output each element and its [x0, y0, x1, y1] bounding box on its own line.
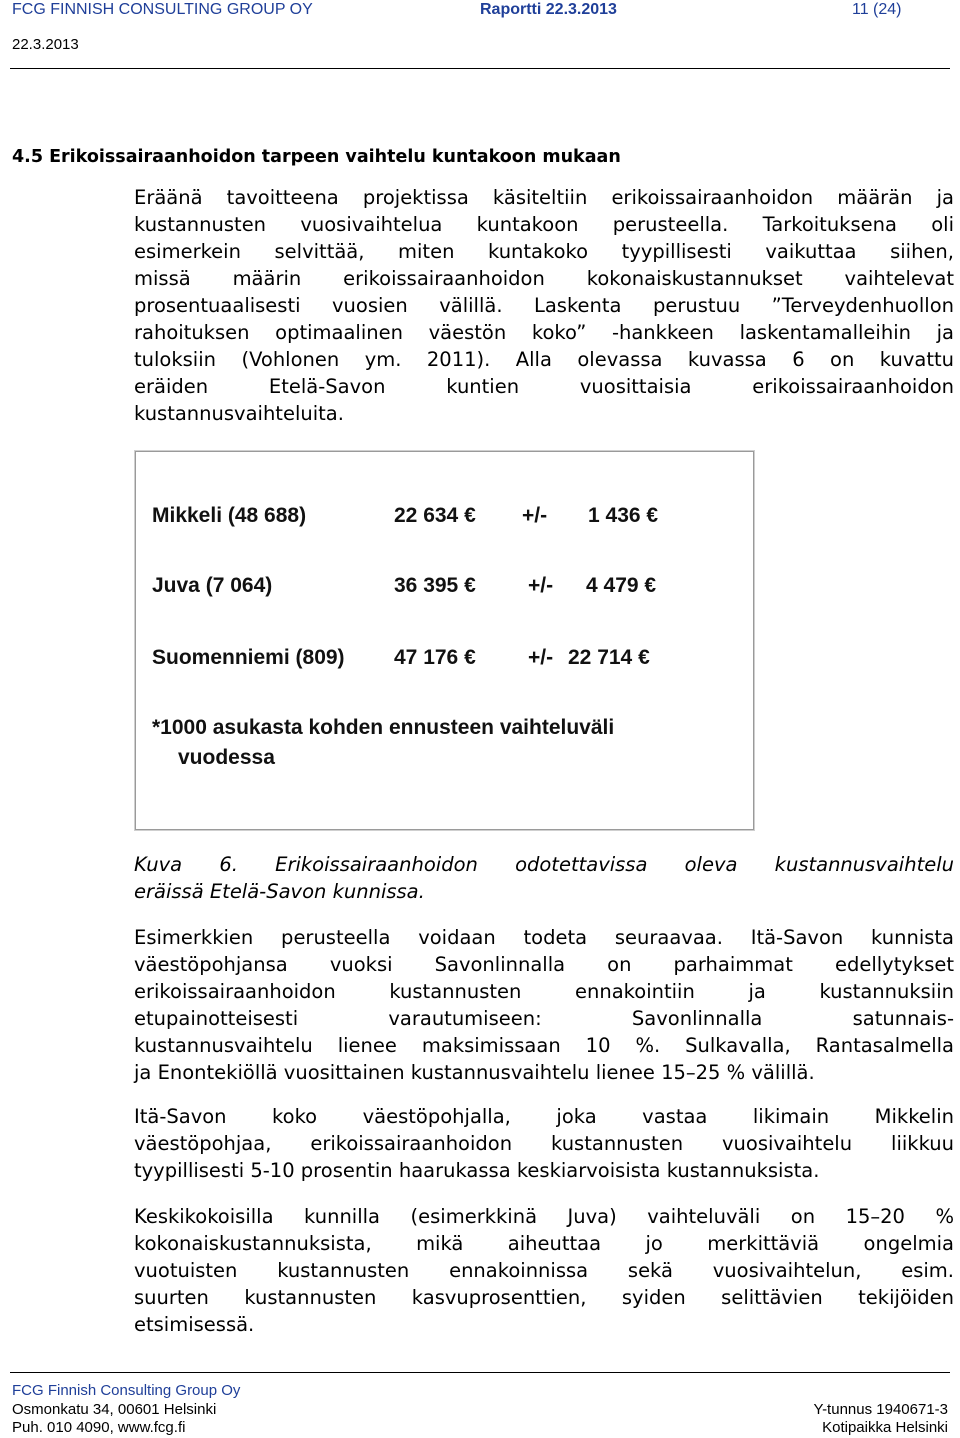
cost-value: 22 634 € — [394, 504, 476, 527]
text-line: rahoituksen optimaalinen väestön koko” -hankkeen laskentamalleihin ja — [134, 321, 954, 344]
text-line: vuotuisten kustannusten ennakoinnissa sekä vuosivaihtelun, esim. — [134, 1259, 954, 1282]
header-date: 22.3.2013 — [12, 36, 79, 53]
text-line: kokonaiskustannuksista, mikä aiheuttaa jo merkittäviä ongelmia — [134, 1232, 954, 1255]
text-line: prosentuaalisesti vuosien välillä. Laskenta perustuu ”Terveydenhuollon — [134, 294, 954, 317]
text-line: etsimisessä. — [134, 1313, 255, 1336]
figure-note: *1000 asukasta kohden ennusteen vaihteluväli — [152, 716, 615, 739]
caption-line: eräissä Etelä-Savon kunnissa. — [134, 880, 425, 903]
paragraph-4 — [134, 1203, 954, 1338]
header-rule — [10, 68, 950, 69]
variation-range: 4 479 € — [586, 574, 657, 597]
text-line: Keskikokoisilla kunnilla (esimerkkinä Juva) vaihteluväli on 15–20 % — [134, 1205, 954, 1228]
footer-phone-web: Puh. 010 4090, www.fcg.fi — [12, 1419, 186, 1436]
text-line: väestöpohjansa vuoksi Savonlinnalla on parhaimmat edellytykset — [134, 953, 954, 976]
cost-value: 47 176 € — [394, 646, 476, 669]
plus-minus: +/- — [522, 504, 548, 527]
cost-value: 36 395 € — [394, 574, 476, 597]
footer-company: FCG Finnish Consulting Group Oy — [12, 1382, 241, 1399]
text-line: väestöpohjaa, erikoissairaanhoidon kustannusten vuosivaihtelu liikkuu — [134, 1132, 954, 1155]
section-heading: 4.5 Erikoissairaanhoidon tarpeen vaihtelu kuntakoon mukaan — [12, 147, 621, 167]
text-line: Itä-Savon koko väestöpohjalla, joka vastaa likimain Mikkelin — [134, 1105, 954, 1128]
variation-range: 1 436 € — [588, 504, 659, 527]
paragraph-1 — [134, 184, 954, 427]
plus-minus: +/- — [528, 574, 554, 597]
text-line: ja Enontekiöllä vuosittainen kustannusvaihtelu lienee 15–25 % välillä. — [134, 1061, 815, 1084]
footer-address: Osmonkatu 34, 00601 Helsinki — [12, 1401, 217, 1418]
paragraph-3 — [134, 1103, 954, 1184]
text-line: suurten kustannusten kasvuprosenttien, syiden selittävien tekijöiden — [134, 1286, 954, 1309]
text-line: kustannusten vuosivaihtelua kuntakoon perusteella. Tarkoituksena oli — [134, 213, 954, 236]
text-line: tuloksiin (Vohlonen ym. 2011). Alla olevassa kuvassa 6 on kuvattu — [134, 348, 954, 371]
figure-6-box — [135, 451, 754, 830]
text-line: missä määrin erikoissairaanhoidon kokonaiskustannukset vaihtelevat — [134, 267, 954, 290]
header-page-number: 11 (24) — [852, 1, 902, 18]
text-line: Esimerkkien perusteella voidaan todeta seuraavaa. Itä-Savon kunnista — [134, 926, 954, 949]
text-line: erikoissairaanhoidon kustannusten ennakointiin ja kustannuksiin — [134, 980, 954, 1003]
header-company: FCG FINNISH CONSULTING GROUP OY — [12, 1, 313, 18]
municipality-name: Suomenniemi (809) — [152, 646, 345, 669]
footer-rule — [10, 1372, 950, 1373]
text-line: kustannusvaihtelu lienee maksimissaan 10 %. Sulkavalla, Rantasalmella — [134, 1034, 954, 1057]
text-line: tyypillisesti 5-10 prosentin haarukassa keskiarvoisista kustannuksista. — [134, 1159, 820, 1182]
text-line: Eräänä tavoitteena projektissa käsiteltiin erikoissairaanhoidon määrän ja — [134, 186, 954, 209]
paragraph-2 — [134, 924, 954, 1086]
text-line: esimerkein selvittää, miten kuntakoko tyypillisesti vaikuttaa siihen, — [134, 240, 954, 263]
municipality-name: Mikkeli (48 688) — [152, 504, 307, 527]
figure-note-continued: vuodessa — [178, 746, 275, 769]
footer-business-id: Y-tunnus 1940671-3 — [813, 1401, 948, 1418]
footer-domicile: Kotipaikka Helsinki — [822, 1419, 948, 1436]
variation-range: 22 714 € — [568, 646, 650, 669]
text-line: kustannusvaihteluita. — [134, 402, 344, 425]
municipality-name: Juva (7 064) — [152, 574, 273, 597]
header-report: Raportti 22.3.2013 — [480, 1, 617, 18]
text-line: eräiden Etelä-Savon kuntien vuosittaisia erikoissairaanhoidon — [134, 375, 954, 398]
text-line: etupainotteisesti varautumiseen: Savonlinnalla satunnais- — [134, 1007, 954, 1030]
plus-minus: +/- — [528, 646, 554, 669]
figure-caption — [134, 851, 954, 905]
caption-line: Kuva 6. Erikoissairaanhoidon odotettavissa oleva kustannusvaihtelu — [134, 853, 954, 876]
